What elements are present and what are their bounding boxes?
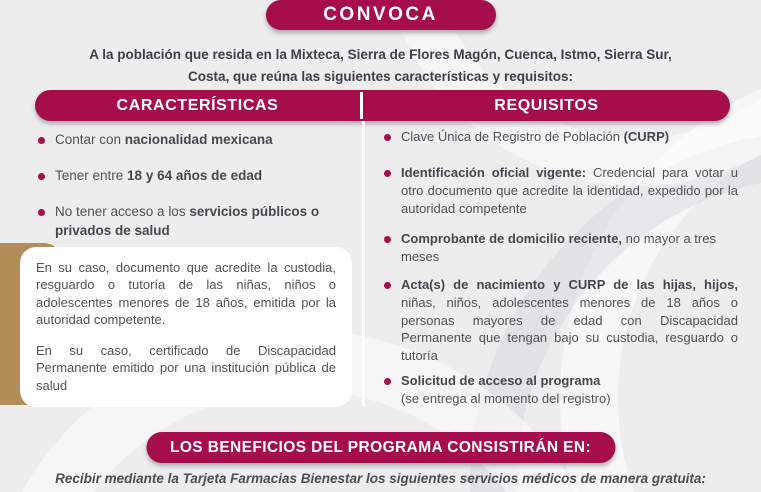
card-paragraph: En su caso, certificado de Discapacidad Permanente emitido por una institución pública de salud xyxy=(36,343,336,393)
list-item xyxy=(38,167,362,185)
custody-info-card xyxy=(20,247,352,407)
list-item xyxy=(384,128,738,146)
requisitos-list xyxy=(384,128,738,408)
convoca-title: CONVOCA xyxy=(323,4,438,25)
column-divider xyxy=(362,121,365,406)
bullet-dot-icon xyxy=(38,137,45,144)
list-item-text: Tener entre 18 y 64 años de edad xyxy=(55,168,263,184)
bullet-dot-icon xyxy=(384,170,391,177)
benefits-subtitle: Recibir mediante la Tarjeta Farmacias Bienestar los siguientes servicios médicos de manera gratuita: xyxy=(55,471,706,486)
list-item xyxy=(38,203,362,239)
list-item-text: Identificación oficial vigente: Credencial para votar u otro documento que acredite la identidad, expedido por la autoridad competente xyxy=(401,164,738,216)
list-item xyxy=(38,131,362,149)
list-item xyxy=(384,276,738,366)
columns-header-bar xyxy=(35,90,730,121)
list-item-text: Comprobante de domicilio reciente, no mayor a tres meses xyxy=(401,230,716,264)
bullet-dot-icon xyxy=(384,134,391,141)
list-item-text: Contar con nacionalidad mexicana xyxy=(55,132,273,147)
list-item-text: No tener acceso a los servicios públicos o privados de salud xyxy=(55,204,320,238)
caracteristicas-header: CARACTERÍSTICAS xyxy=(116,96,279,114)
intro-text: A la población que resida en la Mixteca, Sierra de Flores Magón, Cuenca, Istmo, Sierra Sur, Costa, que reúna las siguientes características y requisitos: xyxy=(89,47,672,84)
list-item-text: Clave Única de Registro de Población (CURP) xyxy=(401,129,670,144)
bullet-dot-icon xyxy=(38,209,45,216)
bullet-dot-icon xyxy=(384,282,391,289)
card-paragraph: En su caso, documento que acredite la custodia, resguardo o tutoría de las niñas, niños o adolescentes menores de 18 años, emitida por la autoridad competente. xyxy=(36,260,336,327)
list-item xyxy=(384,372,738,408)
bullet-dot-icon xyxy=(38,173,45,180)
caracteristicas-list xyxy=(38,131,362,240)
requisitos-header: REQUISITOS xyxy=(494,96,599,114)
bullet-dot-icon xyxy=(384,378,391,385)
list-item-text: Solicitud de acceso al programa (se entrega al momento del registro) xyxy=(401,373,611,407)
list-item-text: Acta(s) de nacimiento y CURP de las hijas, hijos, niñas, niños, adolescentes menores de 18 años o personas mayores de edad con Discapacidad Permanente que tengan bajo su custodia, resguardo o tutoría xyxy=(401,276,738,364)
bullet-dot-icon xyxy=(384,236,391,243)
benefits-banner xyxy=(146,432,615,463)
list-item xyxy=(384,164,738,218)
list-item xyxy=(384,230,738,266)
convoca-banner xyxy=(266,0,496,30)
benefits-banner-text: LOS BENEFICIOS DEL PROGRAMA CONSISTIRÁN EN: xyxy=(169,438,592,456)
